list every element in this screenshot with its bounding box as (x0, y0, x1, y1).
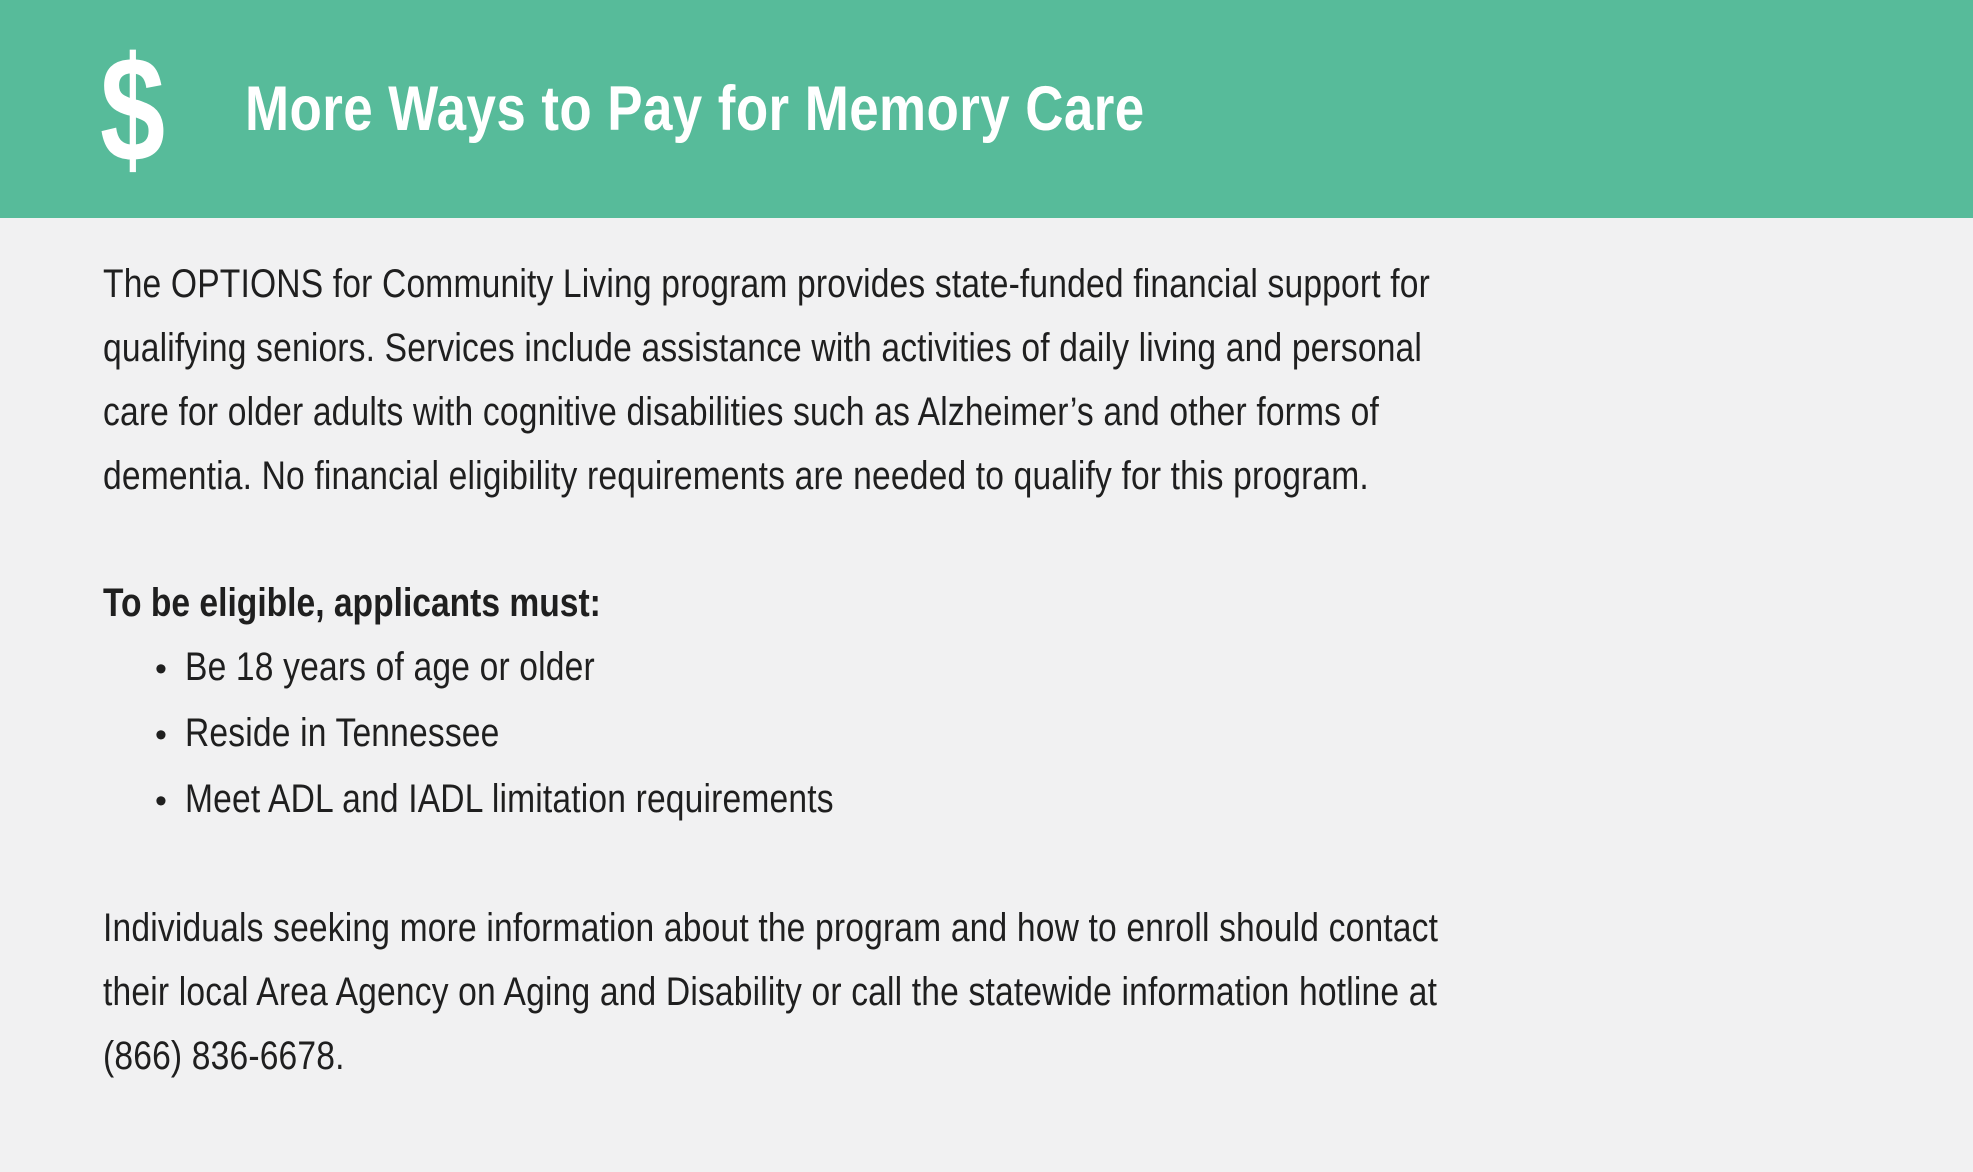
card-body (0, 218, 1973, 1088)
dollar-icon: $ (100, 25, 166, 193)
eligibility-heading: To be eligible, applicants must: (103, 581, 601, 625)
eligibility-bullet-text: Reside in Tennessee (185, 711, 500, 755)
contact-paragraph-line phone-number: (866) 836-6678. (103, 1034, 345, 1078)
bullet-icon: • (155, 716, 167, 754)
intro-paragraph-line: dementia. No financial eligibility requirements are needed to qualify for this program. (103, 454, 1369, 498)
intro-paragraph-line: qualifying seniors. Services include assistance with activities of daily living and personal (103, 326, 1423, 370)
intro-paragraph-line: care for older adults with cognitive disabilities such as Alzheimer’s and other forms of (103, 390, 1380, 434)
eligibility-bullet-item (103, 635, 1863, 701)
contact-paragraph-line: Individuals seeking more information about the program and how to enroll should contact (103, 906, 1439, 950)
eligibility-bullet-item (103, 701, 1863, 767)
bullet-icon: • (155, 650, 167, 688)
eligibility-section (103, 571, 1863, 833)
eligibility-bullet-text: Meet ADL and IADL limitation requirements (185, 777, 834, 821)
contact-paragraph (103, 896, 1863, 1088)
card-header (0, 0, 1973, 218)
bullet-icon: • (155, 782, 167, 820)
contact-paragraph-line: their local Area Agency on Aging and Disability or call the statewide information hotline at (103, 970, 1438, 1014)
eligibility-bullet-text: Be 18 years of age or older (185, 645, 595, 689)
card-title: More Ways to Pay for Memory Care (245, 74, 1146, 144)
intro-paragraph (103, 252, 1863, 508)
intro-paragraph-line: The OPTIONS for Community Living program provides state-funded financial support for (103, 262, 1430, 306)
eligibility-bullet-item (103, 767, 1863, 833)
